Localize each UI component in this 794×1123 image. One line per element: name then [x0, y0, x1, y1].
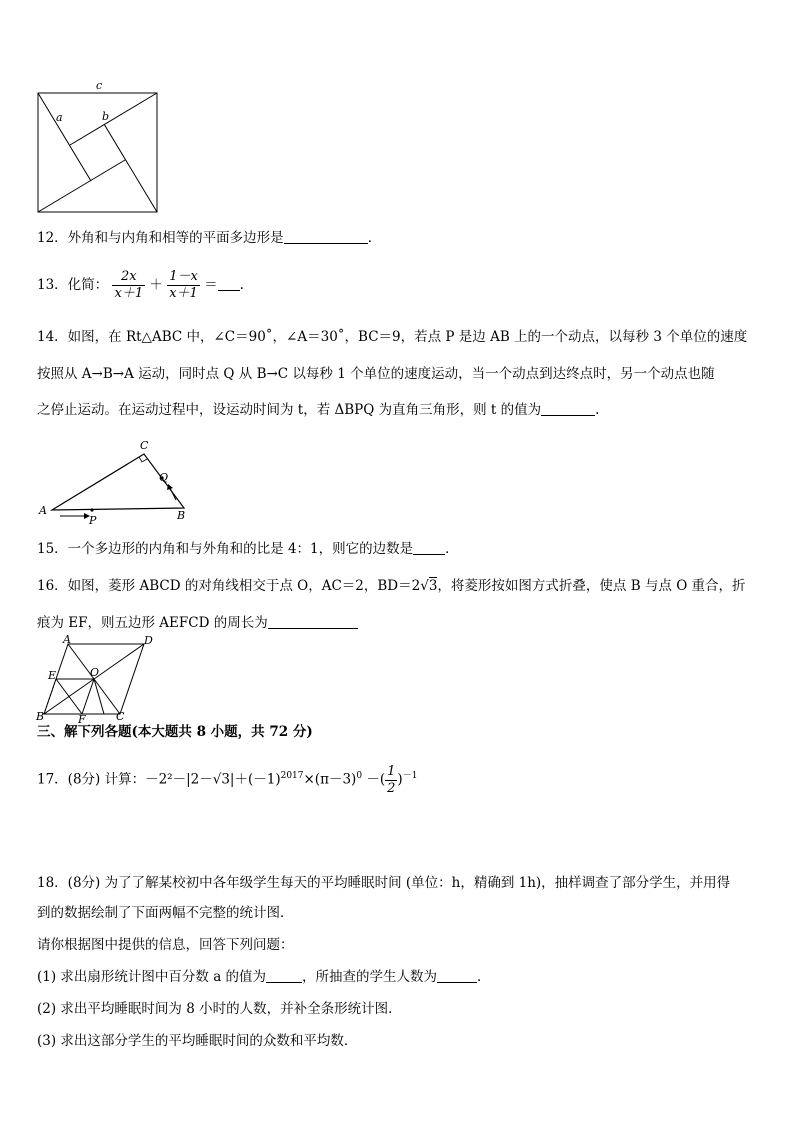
fraction-half: $\frac{1}{2}$	[387, 763, 396, 796]
fraction-2: $\frac{1-x}{x+1}$	[169, 269, 198, 301]
question-16-line-1: 16．如图，菱形 ABCD 的对角线相交于点 O，AC＝2，BD＝2√3，将菱形按如图方式折叠，使点 B 与点 O 重合，折	[37, 578, 746, 594]
question-18-line-3: 请你根据图中提供的信息，回答下列问题：	[37, 937, 294, 953]
question-12: 12．外角和与内角和相等的平面多边形是 ．	[37, 230, 382, 246]
sqrt-sign: √	[420, 578, 429, 594]
label-A: A	[63, 634, 71, 646]
answer-blank	[437, 968, 477, 983]
square-figure	[30, 78, 170, 218]
label-Q: Q	[159, 471, 169, 484]
label-D: D	[144, 634, 153, 647]
label-C: C	[140, 439, 149, 452]
question-14-line-1: 14．如图，在 Rt△ABC 中，∠C＝90˚，∠A＝30˚，BC＝9，若点 P 是边 AB 上的一个动点，以每秒 3 个单位的速度	[37, 329, 748, 345]
triangle-figure	[36, 436, 196, 526]
label-F: F	[78, 713, 86, 724]
label-P: P	[89, 514, 97, 526]
label-E: E	[48, 669, 57, 682]
label-b: b	[102, 110, 110, 123]
label-B: B	[36, 710, 45, 723]
question-13: 13．化简： $\frac{2x}{x+1}$ ＋ $\frac{1-x}{x+1}$ ＝ .	[37, 269, 244, 301]
question-14-line-2: 按照从 A→B→A 运动，同时点 Q 从 B→C 以每秒 1 个单位的速度运动，当一个动点到达终点时，另一个动点也随	[37, 366, 715, 382]
answer-blank	[218, 276, 240, 291]
answer-blank	[268, 614, 358, 629]
question-18-sub-2: (2) 求出平均睡眠时间为 8 小时的人数，并补全条形统计图．	[37, 1001, 402, 1017]
label-a: a	[56, 111, 63, 124]
answer-blank	[541, 401, 595, 416]
answer-blank	[413, 540, 445, 555]
fraction-1: $\frac{2x}{x+1}$	[114, 269, 144, 301]
section-3-title: 三、解下列各题(本大题共 8 小题，共 72 分)	[37, 724, 313, 740]
label-C: C	[116, 710, 125, 723]
question-18-sub-3: (3) 求出这部分学生的平均睡眠时间的众数和平均数．	[37, 1033, 358, 1049]
label-A: A	[39, 504, 47, 517]
question-16-line-2: 痕为 EF，则五边形 AEFCD 的周长为	[37, 613, 358, 633]
question-17: 17．(8分) 计算：$-2^2-|2-√3|+(-1)^{2017}\times(\pi-3)^0$ －( $\frac{1}{2}$ )$^{-1}$	[37, 763, 418, 796]
question-18-line-1: 18．(8分) 为了了解某校初中各年级学生每天的平均睡眠时间 (单位：h，精确到 1h)，抽样调查了部分学生，并用得	[37, 875, 731, 891]
label-c: c	[96, 79, 103, 92]
question-14-line-3: 之停止运动。在运动过程中，设运动时间为 t，若 ΔBPQ 为直角三角形，则 t 的值为 .	[37, 402, 600, 418]
answer-blank	[266, 968, 302, 983]
label-O: O	[90, 666, 100, 679]
label-B: B	[177, 509, 186, 522]
question-15: 15．一个多边形的内角和与外角和的比是 4：1，则它的边数是 ．	[37, 541, 459, 557]
question-18-line-2: 到的数据绘制了下面两幅不完整的统计图．	[37, 905, 294, 921]
question-18-sub-1: (1) 求出扇形统计图中百分数 a 的值为 ，所抽查的学生人数为 ．	[37, 969, 491, 985]
rhombus-figure	[34, 634, 164, 724]
answer-blank	[284, 229, 368, 244]
